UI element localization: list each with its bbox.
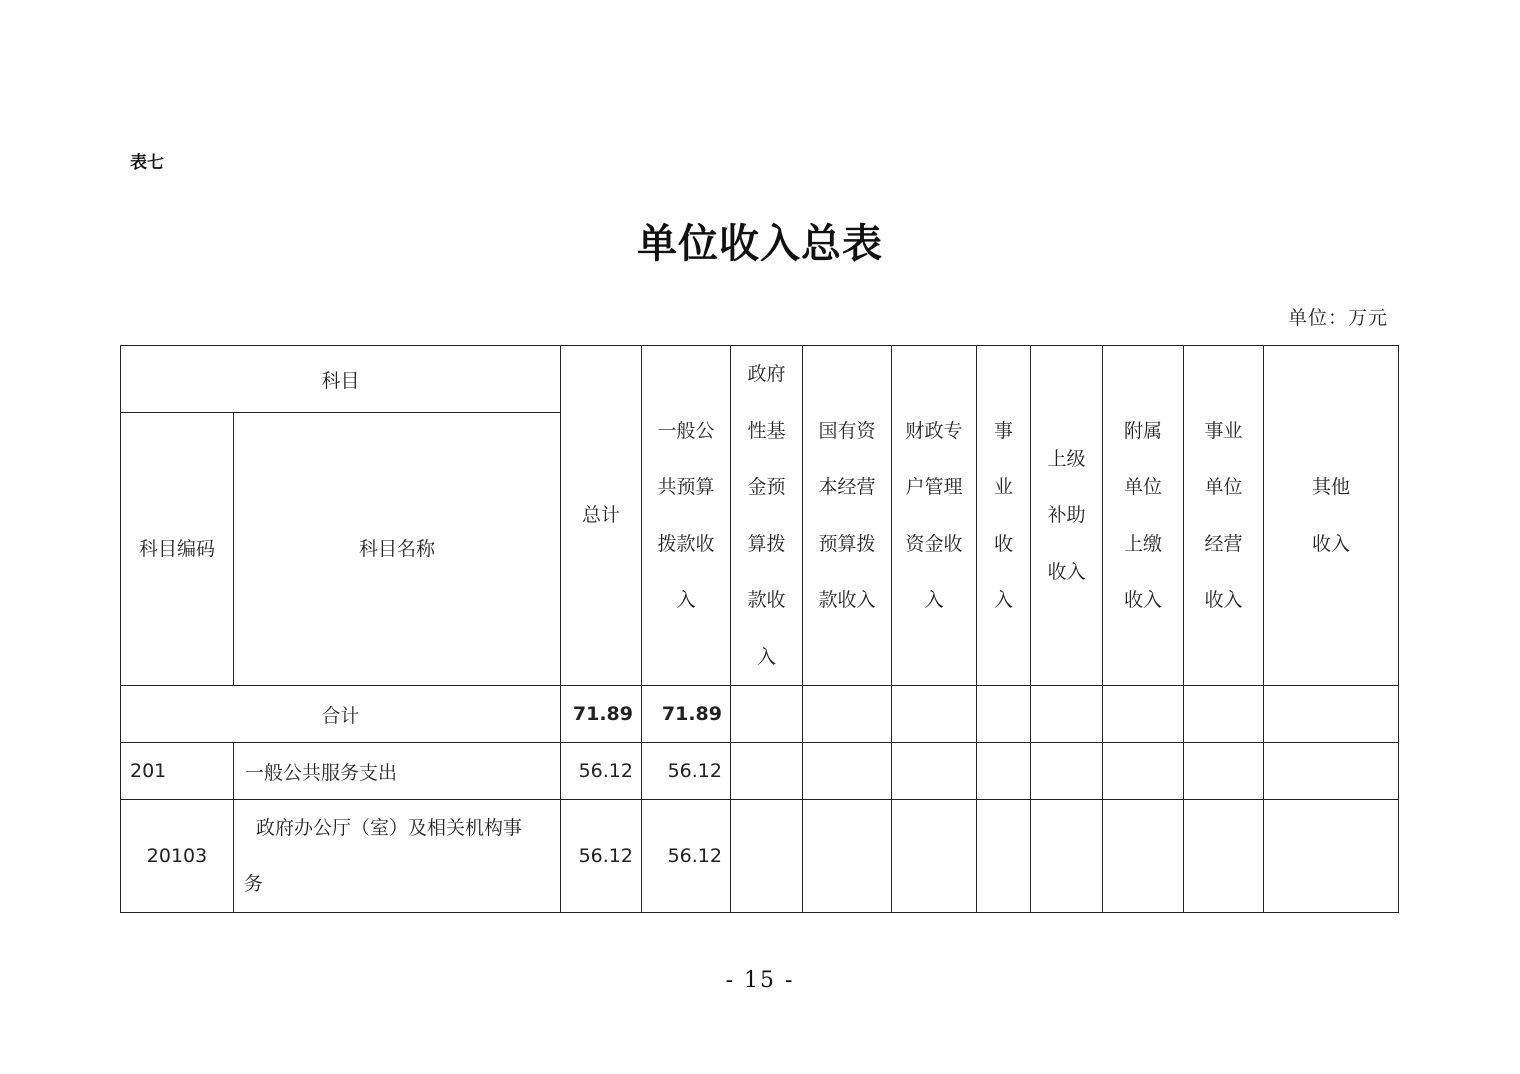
header-gov-fund: [731, 346, 803, 686]
empty-cell: [731, 743, 803, 800]
page-number: - 15 -: [725, 968, 795, 993]
header-line: 收入: [1204, 589, 1243, 611]
income-table: [120, 345, 1399, 913]
header-line: 性基: [747, 419, 786, 442]
empty-cell: [803, 743, 892, 800]
row-name-line: 政府办公厅（室）及相关机构事: [256, 817, 523, 839]
row-general-budget: 56.12: [642, 800, 731, 913]
header-affiliated: [1103, 346, 1184, 686]
total-value: 71.89: [561, 686, 642, 743]
header-superior-subsidy: [1031, 346, 1103, 686]
header-line: 政府: [747, 363, 786, 385]
empty-cell: [892, 743, 977, 800]
header-business-income: [977, 346, 1031, 686]
empty-cell: [1264, 743, 1399, 800]
empty-cell: [731, 686, 803, 743]
unit-label: 单位：万元: [1287, 307, 1388, 329]
empty-cell: [1103, 686, 1184, 743]
empty-cell: [1184, 743, 1264, 800]
header-line: 户管理: [905, 476, 963, 498]
empty-cell: [803, 686, 892, 743]
empty-cell: [1103, 743, 1184, 800]
row-total: 56.12: [561, 800, 642, 913]
row-name-line: 务: [244, 873, 264, 895]
header-line: 经营: [1204, 532, 1243, 555]
header-subject-name: 科目名称: [234, 413, 561, 686]
empty-cell: [1264, 686, 1399, 743]
empty-cell: [1184, 800, 1264, 913]
empty-cell: [892, 686, 977, 743]
total-general-budget: 71.89: [642, 686, 731, 743]
header-line: 收入: [1047, 560, 1086, 583]
header-line: 款收: [747, 589, 786, 611]
header-line: 上缴: [1123, 532, 1162, 555]
header-state-capital: [803, 346, 892, 686]
header-subject-code: 科目编码: [121, 413, 234, 686]
page-title: 单位收入总表: [637, 220, 883, 267]
header-line: 补助: [1047, 504, 1086, 527]
header-line: 收入: [1311, 532, 1350, 555]
header-line: 金预: [747, 476, 786, 498]
empty-cell: [803, 800, 892, 913]
header-line: 业: [993, 476, 1013, 498]
header-total: 总计: [561, 346, 642, 686]
header-line: 本经营: [818, 476, 876, 498]
empty-cell: [1031, 743, 1103, 800]
table-row: [121, 800, 1399, 913]
header-line: 上级: [1047, 447, 1086, 470]
header-line: 预算拨: [818, 532, 876, 555]
row-code: 201: [121, 743, 234, 800]
empty-cell: [977, 800, 1031, 913]
row-code: 20103: [121, 800, 234, 913]
empty-cell: [1031, 686, 1103, 743]
table-row: [121, 743, 1399, 800]
header-line: 入: [756, 645, 776, 668]
row-name: 一般公共服务支出: [234, 743, 561, 800]
row-name: [234, 800, 561, 913]
header-line: 一般公: [657, 419, 715, 442]
header-general-budget: [642, 346, 731, 686]
header-line: 拨款收: [657, 532, 715, 555]
header-line: 其他: [1311, 476, 1350, 498]
empty-cell: [1264, 800, 1399, 913]
header-line: 款收入: [818, 589, 876, 611]
header-line: 入: [993, 589, 1013, 611]
header-line: 单位: [1123, 476, 1162, 498]
header-line: 国有资: [818, 419, 876, 442]
total-row: [121, 686, 1399, 743]
empty-cell: [892, 800, 977, 913]
header-line: 入: [676, 589, 696, 611]
header-line: 收: [993, 532, 1013, 555]
header-subject-group: 科目: [121, 346, 561, 413]
header-line: 单位: [1204, 476, 1243, 498]
header-special-fund: [892, 346, 977, 686]
table-label: 表七: [130, 153, 164, 173]
empty-cell: [731, 800, 803, 913]
empty-cell: [977, 743, 1031, 800]
row-total: 56.12: [561, 743, 642, 800]
empty-cell: [1103, 800, 1184, 913]
row-general-budget: 56.12: [642, 743, 731, 800]
header-line: 财政专: [905, 419, 963, 442]
header-line: 收入: [1123, 589, 1162, 611]
header-line: 附属: [1123, 419, 1162, 442]
header-line: 算拨: [747, 532, 786, 555]
empty-cell: [1184, 686, 1264, 743]
empty-cell: [1031, 800, 1103, 913]
header-operating: [1184, 346, 1264, 686]
header-line: 事业: [1204, 419, 1243, 442]
header-line: 资金收: [905, 532, 963, 555]
header-line: 共预算: [657, 476, 715, 498]
empty-cell: [977, 686, 1031, 743]
header-other: [1264, 346, 1399, 686]
total-label: 合计: [121, 686, 561, 743]
header-line: 入: [924, 589, 944, 611]
header-line: 事: [993, 419, 1013, 442]
